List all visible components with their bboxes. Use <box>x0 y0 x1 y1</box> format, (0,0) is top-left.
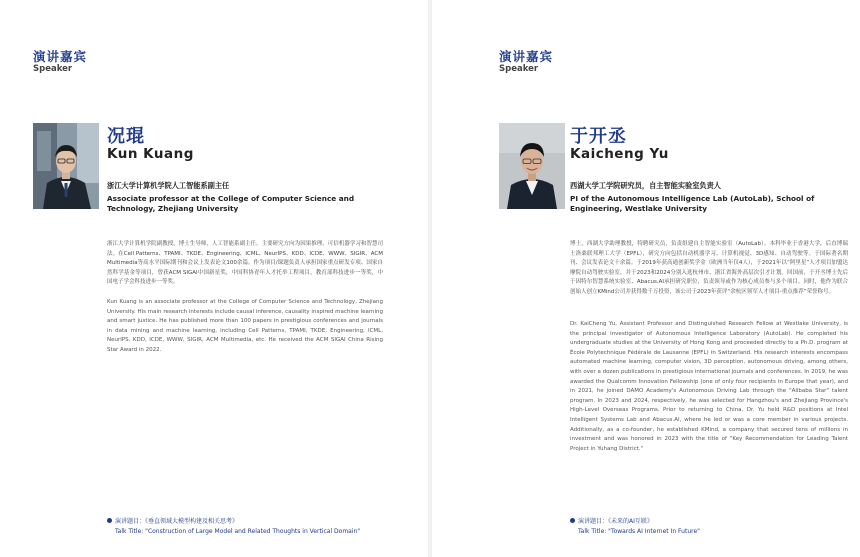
right-page <box>430 0 860 557</box>
speaker-name-cn: 于开丞 <box>570 126 627 147</box>
speaker-name-en: Kun Kuang <box>107 146 194 162</box>
talk-title-block <box>570 517 700 537</box>
talk-title-cn: 演讲题目：《垂直领域大模型构建及相关思考》 <box>115 518 239 525</box>
bullet-dot <box>107 518 112 523</box>
talk-title-en: Talk Title: "Towards AI Internet In Future" <box>578 528 700 535</box>
bullet-dot <box>570 518 575 523</box>
speaker-bio-cn: 浙江大学计算机学院副教授，博士生导师，人工智能系副主任。主要研究方向为因果推理、可信机器学习和智慧司法。在Cell Patterns、TPAMI、TKDE、Engineering、ICML、NeurIPS、KDD、ICDE、WWW、SIGIR、ACM Multimedia等高水平国际期刊和会议上发表论文100余篇。作为项目/课题负责人承担国家重点研发专项、国家自然科学基金等项目，曾获ACM SIGAI中国新星奖，中国科协青年人才托举工程项目，教育部科技进步一等奖，中国电子学会科技进步一等奖。 <box>107 241 383 286</box>
talk-title-cn: 演讲题目：《未来的AI互联》 <box>578 518 653 525</box>
section-title-cn: 演讲嘉宾 <box>499 49 554 64</box>
speaker-bio-en: Dr. KaiCheng Yu, Assistant Professor and Distinguished Research Fellow at Westlake University, is the principal investigator of Autonomous Intelligence Laboratory (AutoLab). He completed his undergraduate studies at the University of Hong Kong and proceeded directly to a Ph.D. program at École Polytechnique Fédérale de Lausanne (EPFL) in Switzerland. His research interests encompass automated machine learning, computer vision, 3D perception, autonomous driving, among others, with over a dozen publications in prestigious international journals and conferences. In 2019, he was awarded the Qualcomm Innovation Fellowship (one of only four recipients in Europe that year), and in 2021, he joined DAMO Academy's Autonomous Driving Lab through the "Alibaba Star" talent program. In 2023 and 2024, respectively, he was selected for Hangzhou's and Zhejiang Province's High-Level Overseas Programs. Prior to returning to China, Dr. Yu held R&D positions at Intel Intelligent Systems Lab and Abacus.AI, where he led or was a core member in various projects. Additionally, as a co-founder, he established KMind, a company that secured tens of millions in investment and was honored in 2023 with the title of "Key Recommendation for Leading Talent Project in Yuhang District." <box>570 321 848 452</box>
speaker-bio-cn: 博士，西湖大学助理教授，特聘研究员，负责组建自主智能实验室（AutoLab）。本科毕业于香港大学，后直博瑞士洛桑联邦理工大学（EPFL），研究方向包括自动机器学习、计算机视觉、3D感知、自动驾驶等。于国际著名期刊、会议发表论文十余篇。于2019年获高通创新奖学金（欧洲当年仅4人），于2021年以“阿里星”人才项目加盟达摩院自动驾驶实验室，并于2023和2024分别入选杭州市、浙江省海外高层次引才计划。回国前，于开丞博士先后于因特尔智慧系统实验室、Abacus.AI承担研究职位，负责领导或作为核心成员参与多个项目。同时，他作为联合创始人创立KMind公司并获得数千万投资，该公司于2023年获评“余杭区领军人才项目-重点推荐”荣誉称号。 <box>570 241 848 295</box>
speaker-photo-kun-kuang <box>33 123 99 209</box>
talk-title-en: Talk Title: "Construction of Large Model and Related Thoughts in Vertical Domain" <box>115 528 361 535</box>
speaker-bio-en: Kun Kuang is an associate professor at the College of Computer Science and Technology, Zhejiang University. His main research interests include causal inference, causality inspired machine learning and smart justice. He has published more than 100 papers in prestigious conferences and journals in data mining and machine learning, including Cell Patterns, TPAMI, TKDE, Engineering, ICML, NeurIPS, KDD, ICDE, WWW, SIGIR, ACM Multimedia, etc. He received the ACM SIGAI China Rising Star Award in 2022. <box>107 299 383 353</box>
speaker-title-cn: 浙江大学计算机学院人工智能系副主任 <box>107 181 230 190</box>
speaker-title-cn: 西湖大学工学院研究员，自主智能实验室负责人 <box>570 181 721 190</box>
speaker-name-cn: 况琨 <box>107 126 145 147</box>
speaker-name-en: Kaicheng Yu <box>570 146 669 162</box>
section-title-en: Speaker <box>33 64 73 74</box>
speaker-title-en: PI of the Autonomous Intelligence Lab (AutoLab), School of Engineering, Westlake University <box>570 194 815 213</box>
section-title-en: Speaker <box>499 64 539 74</box>
section-title-cn: 演讲嘉宾 <box>33 49 88 64</box>
speaker-title-en: Associate professor at the College of Computer Science and Technology, Zhejiang University <box>107 194 355 213</box>
speaker-photo-kaicheng-yu <box>499 123 565 209</box>
talk-title-block <box>107 517 360 537</box>
